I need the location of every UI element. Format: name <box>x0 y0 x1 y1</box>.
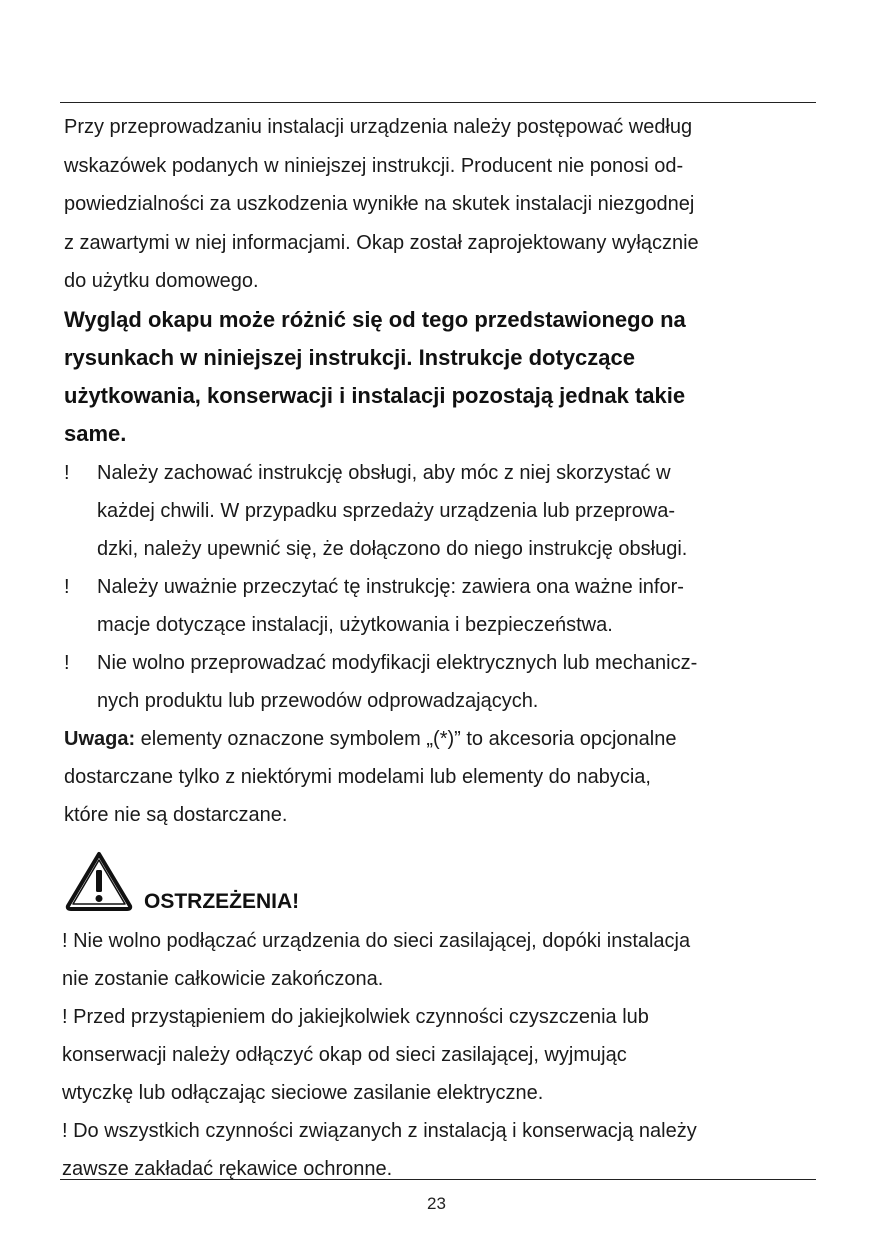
warning-line: wtyczkę lub odłączając sieciowe zasilanie elektryczne. <box>62 1081 544 1104</box>
warning-line: nie zostanie całkowicie zakończona. <box>62 967 384 990</box>
warning-item-gloves <box>62 1112 816 1188</box>
intro-line: z zawartymi w niej informacjami. Okap został zaprojektowany wyłącznie <box>64 231 699 254</box>
warning-line: ! Do wszystkich czynności związanych z instalacją i konserwacją należy <box>62 1119 697 1142</box>
header-rule <box>60 102 816 103</box>
bullet-line: każdej chwili. W przypadku sprzedaży urządzenia lub przeprowa- <box>97 499 676 522</box>
note-line: elementy oznaczone symbolem „(*)” to akcesoria opcjonalne <box>135 727 677 750</box>
intro-line: wskazówek podanych w niniejszej instrukcji. Producent nie ponosi od- <box>64 154 684 177</box>
intro-line: do użytku domowego. <box>64 270 259 292</box>
bullet-line: dzki, należy upewnić się, że dołączono do niego instrukcję obsługi. <box>97 537 688 560</box>
bullet-item-modifications <box>64 644 816 720</box>
note-line: dostarczane tylko z niektórymi modelami lub elementy do nabycia, <box>64 765 651 788</box>
bullet-line: macje dotyczące instalacji, użytkowania i bezpieczeństwa. <box>97 613 613 636</box>
notice-line: same. <box>64 420 127 446</box>
warnings-header <box>64 850 816 922</box>
notice-line: rysunkach w niniejszej instrukcji. Instrukcje dotyczące <box>64 344 635 370</box>
bullet-line: Nie wolno przeprowadzać modyfikacji elektrycznych lub mechanicz- <box>97 651 698 674</box>
page-number: 23 <box>427 1194 446 1213</box>
warning-triangle-icon <box>64 850 134 912</box>
bullet-line: nych produktu lub przewodów odprowadzających. <box>97 689 539 712</box>
warnings-title: OSTRZEŻENIA! <box>144 889 300 913</box>
warning-line: ! Nie wolno podłączać urządzenia do sieci zasilającej, dopóki instalacja <box>62 929 691 952</box>
bullet-item-read <box>64 568 816 644</box>
bullet-line: Należy zachować instrukcję obsługi, aby móc z niej skorzystać w <box>97 461 671 484</box>
exclamation-mark: ! <box>64 461 70 484</box>
exclamation-mark: ! <box>64 651 70 674</box>
warning-line: zawsze zakładać rękawice ochronne. <box>62 1157 393 1180</box>
warning-line: ! Przed przystąpieniem do jakiejkolwiek czynności czyszczenia lub <box>62 1005 649 1028</box>
bullet-line: Należy uważnie przeczytać tę instrukcję: zawiera ona ważne infor- <box>97 575 684 598</box>
note-paragraph <box>64 720 816 834</box>
intro-line: powiedzialności za uszkodzenia wynikłe na skutek instalacji niezgodnej <box>64 193 695 215</box>
notice-line: użytkowania, konserwacji i instalacji pozostają jednak takie <box>64 382 686 408</box>
note-line: które nie są dostarczane. <box>64 803 288 826</box>
note-label: Uwaga: <box>64 727 136 750</box>
page-content <box>64 108 816 1188</box>
exclamation-mark: ! <box>64 575 70 598</box>
warning-item-cleaning <box>62 998 816 1112</box>
intro-line: Przy przeprowadzaniu instalacji urządzenia należy postępować według <box>64 116 693 138</box>
appearance-notice <box>64 301 816 453</box>
footer-rule <box>60 1179 816 1180</box>
warning-item-power <box>62 922 816 998</box>
bullet-item-manual <box>64 454 816 568</box>
warning-line: konserwacji należy odłączyć okap od sieci zasilającej, wyjmując <box>62 1043 627 1066</box>
intro-paragraph <box>64 108 816 301</box>
notice-line: Wygląd okapu może różnić się od tego przedstawionego na <box>64 306 686 332</box>
